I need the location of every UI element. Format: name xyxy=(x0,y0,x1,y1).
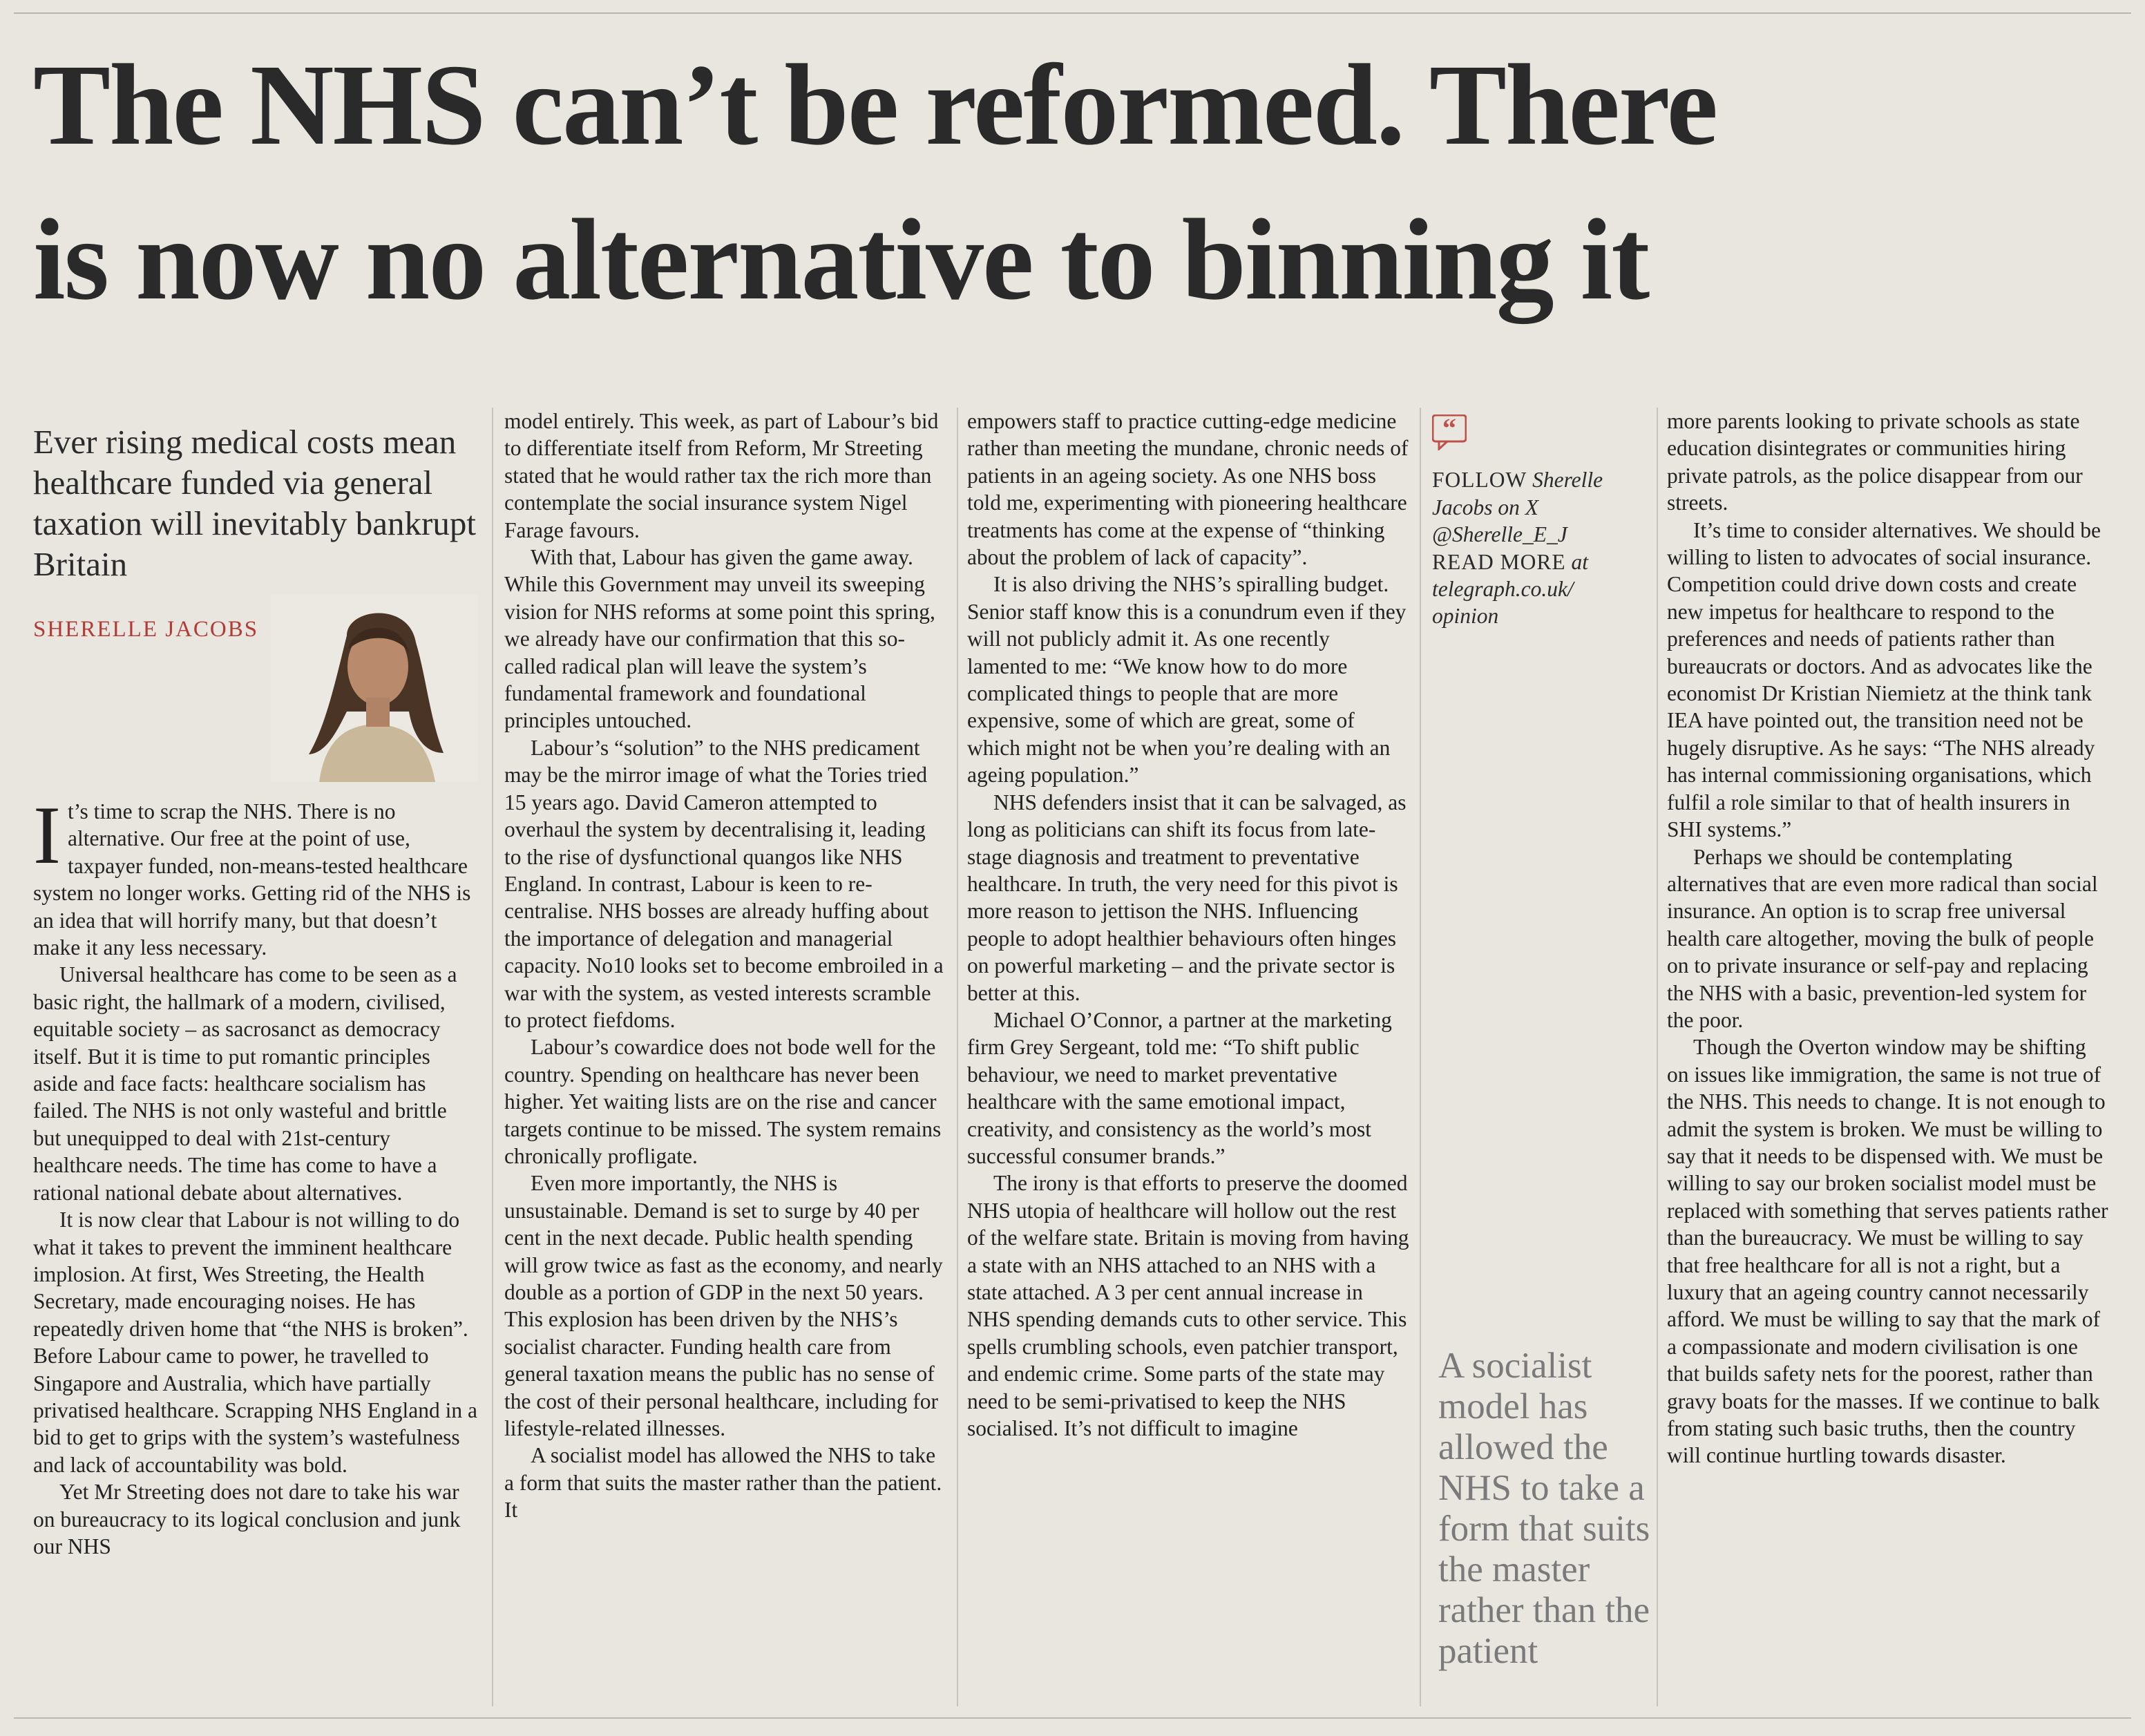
article-paragraph: NHS defenders insist that it can be salvaged, as long as politicians can shift its focus from late-stage diagnosis and treatment to preventative healthcare. In truth, the very need for this pivot is more reason to jettison the NHS. Influencing people to adopt healthier behaviours often hinges on powerful marketing – and the private sector is better at this. xyxy=(967,790,1407,1005)
article-column-4 xyxy=(1667,408,2109,1469)
article-column-3 xyxy=(967,408,1409,1442)
column-rule xyxy=(492,408,493,1706)
article-paragraph: Universal healthcare has come to be seen as a basic right, the hallmark of a modern, civilised, equitable society – as sacrosanct as democracy itself. But it is time to put romantic principles aside and face facts: healthcare socialism has failed. The NHS is not only wasteful and brittle but unequipped to deal with 21st-century healthcare needs. The time has come to have a rational national debate about alternatives. xyxy=(33,962,457,1205)
article-paragraph: The irony is that efforts to preserve the doomed NHS utopia of healthcare will hollow out the rest of the welfare state. Britain is moving from having a state with an NHS attached to an NHS with a state attached. A 3 per cent annual increase in NHS spending demands cuts to other service. This spells crumbling schools, even patchier transport, and endemic crime. Some parts of the state may need to be semi-privatised to keep the NHS socialised. It’s not difficult to imagine xyxy=(967,1171,1409,1441)
headline xyxy=(33,28,2092,337)
headline-line-2: is now no alternative to binning it xyxy=(33,195,1649,324)
svg-text:“: “ xyxy=(1442,414,1456,443)
read-more-line xyxy=(1432,549,1639,630)
drop-cap: I xyxy=(33,789,61,881)
article-paragraph: Michael O’Connor, a partner at the marketing firm Grey Sergeant, told me: “To shift public behaviour, we need to market preventative healthcare with the same emotional impact, creativity, and consistency as the world’s most successful consumer brands.” xyxy=(967,1007,1392,1168)
article-paragraph: more parents looking to private schools as state education disintegrates or communities hiring private patrols, as the police disappear from our streets. xyxy=(1667,409,2083,515)
follow-label: FOLLOW xyxy=(1432,468,1527,493)
bottom-rule xyxy=(14,1717,2131,1719)
article-column-2 xyxy=(504,408,946,1524)
follow-line xyxy=(1432,466,1639,548)
follow-handle[interactable]: Sherelle Jacobs on X @Sherelle_E_J xyxy=(1432,468,1603,547)
article-paragraph: Yet Mr Streeting does not dare to take his war on bureaucracy to its logical conclusion and junk our NHS xyxy=(33,1480,461,1558)
read-more-link[interactable]: at telegraph.co.uk/ opinion xyxy=(1432,549,1589,629)
article-paragraph: A socialist model has allowed the NHS to take a form that suits the master rather than the patient. It xyxy=(504,1443,942,1523)
article-paragraph: It’s time to scrap the NHS. There is no alternative. Our free at the point of use, taxpayer funded, non-means-tested healthcare system no longer works. Getting rid of the NHS is an idea that will horrify many, but that doesn’t make it any less necessary. xyxy=(33,789,471,960)
author-portrait xyxy=(271,594,478,782)
article-paragraph: It’s time to consider alternatives. We should be willing to listen to advocates of social insurance. Competition could drive down costs and create new impetus for healthcare to respond to the preferences and needs of patients rather than bureaucrats or doctors. And as advocates like the economist Dr Kristian Niemietz at the think tank IEA have pointed out, the transition need not be hugely disruptive. As he says: “The NHS already has internal commissioning organisations, which fulfil a role similar to that of health insurers in SHI systems.” xyxy=(1667,517,2101,842)
article-paragraph: Labour’s “solution” to the NHS predicament may be the mirror image of what the Tories tried 15 years ago. David Cameron attempted to overhaul the system by decentralising it, leading to the rise of dysfunctional quangos like NHS England. In contrast, Labour is keen to re-centralise. NHS bosses are already huffing about the importance of delegation and managerial capacity. No10 looks set to become embroiled in a war with the system, as vested interests scramble to protect fiefdoms. xyxy=(504,735,944,1032)
article-column-1 xyxy=(33,789,479,1560)
standfirst: Ever rising medical costs mean healthcare funded via general taxation will inevitably bankrupt Britain xyxy=(33,423,476,583)
article-paragraph: It is also driving the NHS’s spiralling budget. Senior staff know this is a conundrum even if they will not publicly admit it. As one recently lamented to me: “We know how to do more complicated things to people that are more expensive, some of which are great, some of which might not be when you’re dealing with an ageing population.” xyxy=(967,572,1407,788)
pull-quote: A socialist model has allowed the NHS to take a form that suits the master rather than the patient xyxy=(1438,1346,1650,1671)
headline-line-1: The NHS can’t be reformed. There xyxy=(33,41,1717,169)
follow-box xyxy=(1432,414,1639,630)
column-rule xyxy=(957,408,958,1706)
article-paragraph: Labour’s cowardice does not bode well for the country. Spending on healthcare has never been higher. Yet waiting lists are on the rise and cancer targets continue to be missed. The system remains chronically profligate. xyxy=(504,1035,942,1168)
top-rule xyxy=(14,12,2131,14)
article-paragraph: Even more importantly, the NHS is unsustainable. Demand is set to surge by 40 per cent in the next decade. Public health spending will grow twice as fast as the economy, and nearly double as a portion of GDP in the next 50 years. This explosion has been driven by the NHS’s socialist character. Funding health care from general taxation means the public has no sense of the cost of their personal healthcare, including for lifestyle-related illnesses. xyxy=(504,1171,943,1441)
article-paragraph: empowers staff to practice cutting-edge medicine rather than meeting the mundane, chronic needs of patients in an ageing society. As one NHS boss told me, experimenting with pioneering healthcare treatments has come at the expense of “thinking about the problem of lack of capacity”. xyxy=(967,409,1409,570)
quote-bubble-icon xyxy=(1432,414,1467,450)
article-paragraph: model entirely. This week, as part of Labour’s bid to differentiate itself from Reform, Mr Streeting stated that he would rather tax the rich more than contemplate the social insurance system Nigel Farage favours. xyxy=(504,409,939,542)
column-rule xyxy=(1420,408,1421,1706)
read-more-label: READ MORE xyxy=(1432,549,1566,574)
article-paragraph: Though the Overton window may be shifting on issues like immigration, the same is not true of the NHS. This needs to change. It is not enough to admit the system is broken. We must be willing to say that it needs to be dispensed with. We must be willing to say our broken socialist model must be replaced with something that serves patients rather than the bureaucracy. We must be willing to say that free healthcare for all is not a right, but a luxury that an ageing country cannot necessarily afford. We must be willing to say that the mark of a compassionate and modern civilisation is one that builds safety nets for the poorest, rather than gravy boats for the masses. If we continue to balk from stating such basic truths, then the country will continue hurtling towards disaster. xyxy=(1667,1035,2108,1468)
article-paragraph: Perhaps we should be contemplating alternatives that are even more radical than social insurance. An option is to scrap free universal health care altogether, moving the bulk of people on to private insurance or self-pay and replacing the NHS with a basic, prevention-led system for the poor. xyxy=(1667,844,2098,1032)
article-paragraph: With that, Labour has given the game away. While this Government may unveil its sweeping vision for NHS reforms at some point this spring, we already have our confirmation that this so-called radical plan will leave the system’s fundamental framework and foundational principles untouched. xyxy=(504,545,935,733)
byline: SHERELLE JACOBS xyxy=(33,617,259,642)
article-paragraph: It is now clear that Labour is not willing to do what it takes to prevent the imminent healthcare implosion. At first, Wes Streeting, the Health Secretary, made encouraging noises. He has repeatedly driven home that “the NHS is broken”. Before Labour came to power, he travelled to Singapore and Australia, which have partially privatised healthcare. Scrapping NHS England in a bid to get to grips with the system’s wastefulness and lack of accountability was bold. xyxy=(33,1208,477,1477)
